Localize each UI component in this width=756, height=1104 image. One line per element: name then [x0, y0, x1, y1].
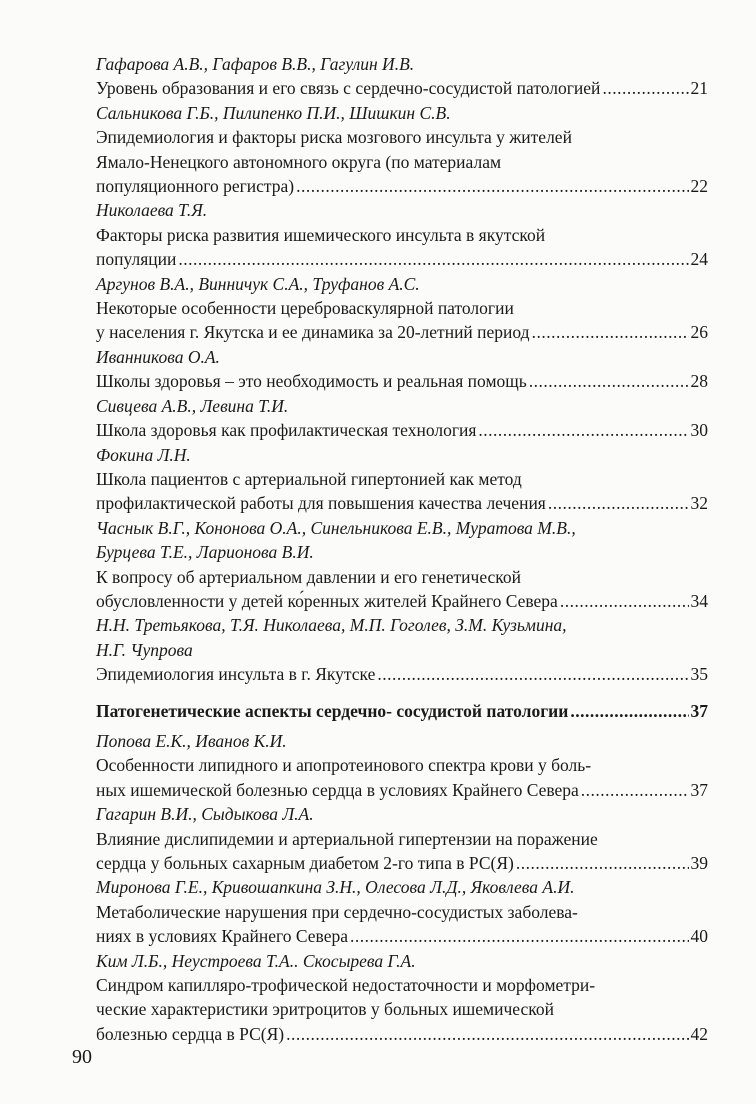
entry-page-number: 35	[690, 664, 708, 685]
entry-authors: Миронова Г.Е., Кривошапкина З.Н., Олесова Л.Д., Яковлева А.И.	[96, 877, 575, 898]
entry-title-line: ческие характеристики эритроцитов у больных ишемической	[96, 999, 554, 1020]
toc-entry	[96, 345, 708, 394]
entry-authors: Н.Н. Третьякова, Т.Я. Николаева, М.П. Гоголев, З.М. Кузьмина,	[96, 615, 567, 636]
entry-authors: Часнык В.Г., Кононова О.А., Синельникова Е.В., Муратова М.В.,	[96, 517, 576, 538]
dot-leader	[178, 247, 688, 271]
toc-entry	[96, 949, 708, 1047]
entry-title-line: Школа пациентов с артериальной гипертонией как метод	[96, 468, 522, 489]
entry-authors: Фокина Л.Н.	[96, 444, 191, 465]
entry-title-line: К вопросу об артериальном давлении и его генетической	[96, 566, 522, 587]
entry-title-text: Школы здоровья – это необходимость и реальная помощь	[96, 371, 527, 392]
entry-title-line	[96, 851, 708, 875]
entry-page-number: 37	[690, 779, 708, 800]
dot-leader	[350, 924, 689, 948]
entry-title-line: Факторы риска развития ишемического инсульта в якутской	[96, 224, 546, 245]
entry-title-line	[96, 662, 708, 686]
toc-entry	[96, 101, 708, 199]
dot-leader	[516, 851, 689, 875]
entry-title-line	[96, 247, 708, 271]
dot-leader	[286, 1022, 688, 1046]
entry-title-text: Школа здоровья как профилактическая технология	[96, 420, 477, 441]
entry-page-number: 42	[690, 1023, 708, 1044]
entry-authors: Гафарова А.В., Гафаров В.В., Гагулин И.В.	[96, 54, 415, 74]
entry-title-text: сердца у больных сахарным диабетом 2-го типа в РС(Я)	[96, 853, 514, 873]
entry-title-text: профилактической работы для повышения качества лечения	[96, 493, 546, 514]
entry-page-number: 24	[690, 249, 708, 270]
entry-title-line: Ямало-Ненецкого автономного округа (по материалам	[96, 151, 502, 172]
page-number: 90	[72, 1046, 92, 1068]
section-page-number: 37	[690, 700, 708, 721]
entry-title-text: популяционного регистра)	[96, 176, 295, 197]
entry-title-line: Особенности липидного и апопротеинового спектра крови у боль-	[96, 755, 592, 776]
entry-authors-continued: Бурцева Т.Е., Ларионова В.И.	[96, 542, 314, 563]
toc-entry	[96, 198, 708, 271]
entry-title-line: Влияние дислипидемии и артериальной гипертензии на поражение	[96, 828, 598, 849]
dot-leader	[529, 369, 689, 393]
section-title: Патогенетические аспекты сердечно- сосудистой патологии	[96, 700, 569, 721]
entry-page-number: 21	[690, 78, 708, 99]
dot-leader	[570, 699, 688, 723]
entry-authors: Гагарин В.И., Сыдыкова Л.А.	[96, 804, 314, 825]
entry-title-line	[96, 589, 708, 613]
entry-page-number: 40	[690, 926, 708, 947]
entry-page-number: 30	[690, 420, 708, 441]
entry-title-line	[96, 174, 708, 198]
toc-entry	[96, 613, 708, 686]
dot-leader	[478, 418, 688, 442]
entry-title-text: обусловленности у детей ко́ренных жителей Крайнего Севера	[96, 590, 558, 611]
entry-title-line: Некоторые особенности цереброваскулярной патологии	[96, 298, 514, 319]
dot-leader	[602, 76, 688, 100]
entry-title-text: Эпидемиология инсульта в г. Якутске	[96, 664, 376, 685]
toc-entry	[96, 802, 708, 875]
entry-page-number: 22	[690, 176, 708, 197]
entry-title-text: ниях в условиях Крайнего Севера	[96, 926, 348, 947]
dot-leader	[377, 662, 688, 686]
entry-page-number: 26	[690, 322, 708, 343]
entry-title-line	[96, 369, 708, 393]
dot-leader	[560, 589, 689, 613]
entry-title-line	[96, 1022, 708, 1046]
entry-page-number: 32	[690, 493, 708, 514]
dot-leader	[581, 778, 689, 802]
entry-authors: Аргунов В.А., Винничук С.А., Труфанов А.С.	[96, 273, 420, 294]
entry-page-number: 39	[690, 853, 708, 873]
dot-leader	[548, 491, 689, 515]
entry-authors-continued: Н.Г. Чупрова	[96, 639, 193, 660]
entry-title-line: Метаболические нарушения при сердечно-сосудистых заболева-	[96, 901, 578, 922]
entry-title-text: болезнью сердца в РС(Я)	[96, 1023, 285, 1044]
entry-authors: Попова Е.К., Иванов К.И.	[96, 730, 287, 751]
entry-title-line	[96, 76, 708, 100]
toc-entry	[96, 443, 708, 516]
toc-entry	[96, 875, 708, 948]
entry-title-line	[96, 924, 708, 948]
toc-entry	[96, 729, 708, 802]
entry-authors: Ким Л.Б., Неустроева Т.А.. Скосырева Г.А.	[96, 950, 416, 971]
entry-title-line: Синдром капилляро-трофической недостаточности и морфометри-	[96, 975, 596, 996]
entry-page-number: 28	[690, 371, 708, 392]
entry-title-text: ных ишемической болезнью сердца в условиях Крайнего Севера	[96, 779, 579, 800]
entry-title-line	[96, 320, 708, 344]
toc-entry	[96, 272, 708, 345]
entry-title-line	[96, 778, 708, 802]
entry-authors: Сивцева А.В., Левина Т.И.	[96, 395, 289, 416]
entry-title-line: Эпидемиология и факторы риска мозгового инсульта у жителей	[96, 127, 572, 148]
entry-authors: Сальникова Г.Б., Пилипенко П.И., Шишкин С.В.	[96, 102, 451, 123]
entry-title-text: популяции	[96, 249, 177, 270]
dot-leader	[532, 320, 689, 344]
toc-entry	[96, 394, 708, 443]
toc-entry	[96, 516, 708, 614]
entry-authors: Николаева Т.Я.	[96, 200, 208, 221]
entry-title-line	[96, 491, 708, 515]
toc-entry	[96, 52, 708, 101]
entry-authors: Иванникова О.А.	[96, 346, 220, 367]
entry-title-text: у населения г. Якутска и ее динамика за 20-летний период	[96, 322, 530, 343]
entry-title-text: Уровень образования и его связь с сердечно-сосудистой патологией	[96, 78, 601, 99]
entry-page-number: 34	[690, 590, 708, 611]
entry-title-line	[96, 418, 708, 442]
table-of-contents	[96, 52, 708, 1046]
dot-leader	[296, 174, 688, 198]
section-heading	[96, 699, 708, 723]
